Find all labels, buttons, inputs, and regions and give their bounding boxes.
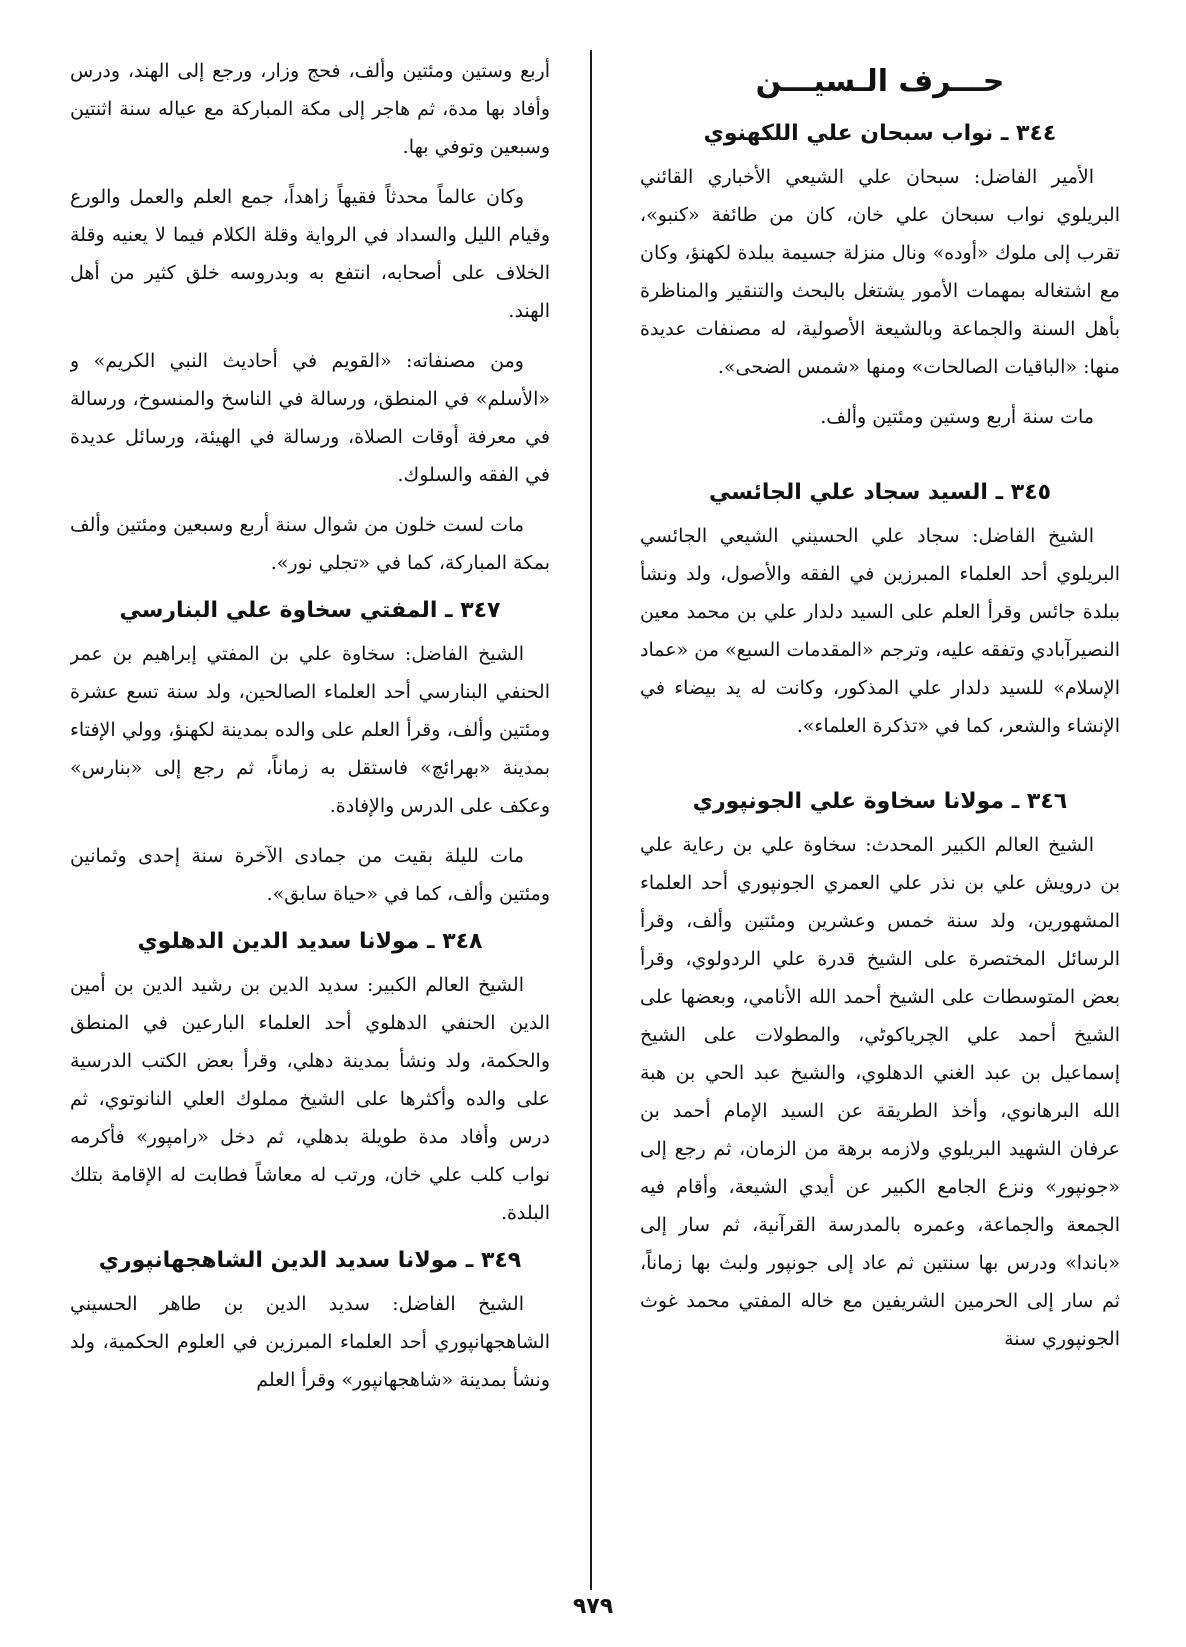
entry-paragraph: الشيخ العالم الكبير: سديد الدين بن رشيد الدين بن أمين الدين الحنفي الدهلوي أحد العلماء البارعين في المنطق والحكمة، ولد ونشأ بمدينة دهلي، وقرأ بعض الكتب الدرسية على والده وأكثرها على الشيخ مملوك العلي النانوتوي، ثم درس وأفاد مدة طويلة بدهلي، ثم دخل «رامپور» فأكرمه نواب كلب علي خان، ورتب له معاشاً فطابت له الإقامة بتلك البلدة. [70, 974, 550, 1224]
entry-paragraph: الشيخ الفاضل: سخاوة علي بن المفتي إبراهيم بن عمر الحنفي البنارسي أحد العلماء الصالحين، ولد سنة تسع عشرة ومئتين وألف، وقرأ العلم على والده بمدينة لكهنؤ، وولي الإفتاء بمدينة «بهرائچ» فاستقل به زماناً، ثم رجع إلى «بنارس» وعكف على الدرس والإفادة. [70, 643, 550, 817]
entry-paragraph: الشيخ العالم الكبير المحدث: سخاوة علي بن رعاية علي بن درويش علي بن نذر علي العمري الجونپوري أحد العلماء المشهورين، ولد سنة خمس وعشرين ومئتين وألف، وقرأ الرسائل المختصرة على الشيخ قدرة علي الردولوي، وقرأ بعض المتوسطات على الشيخ أحمد الله الأنامي، وبعضها على الشيخ أحمد علي الچرياكوٹي، والمطولات على الشيخ إسماعيل بن عبد الغني الدهلوي، والشيخ عبد الحي بن هبة الله البرهانوي، وأخذ الطريقة عن السيد الإمام أحمد بن عرفان الشهيد البريلوي ولازمه برهة من الزمان، ثم رجع إلى «جونپور» ونزع الجامع الكبير عن أيدي الشيعة، وأقام فيه الجمعة والجماعة، وعمره بالمدرسة القرآنية، ثم سار إلى «باندا» ودرس بها سنتين ثم عاد إلى جونپور ولبث بها زماناً، ثم سار إلى الحرمين الشريفين مع خاله المفتي محمد غوث الجونپوري سنة [640, 834, 1120, 1350]
entry-345 [640, 480, 1120, 745]
entry-paragraph: الشيخ الفاضل: سجاد علي الحسيني الشيعي الجائسي البريلوي أحد العلماء المبرزين في الفقه والأصول، ولد ونشأ ببلدة جائس وقرأ العلم على السيد دلدار علي بن محمد معين النصيرآبادي وتفقه عليه، وترجم «المقدمات السبع» من «عماد الإسلام» للسيد دلدار علي المذكور، وكانت له يد بيضاء في الإنشاء والشعر، كما في «تذكرة العلماء». [640, 525, 1120, 737]
entry-paragraph: وكان عالماً محدثاً فقيهاً زاهداً، جمع العلم والعمل والورع وقيام الليل والسداد في الرواية وقلة الكلام فيما لا يعنيه وقلة الخلاف على أصحابه، انتفع به وبدروسه خلق كثير من أهل الهند. [70, 186, 550, 322]
entry-title: ٣٤٩ ـ مولانا سديد الدين الشاهجهانپوري [98, 1248, 522, 1273]
page-number: ٩٧٩ [572, 1594, 614, 1619]
entry-title: ٣٤٥ ـ السيد سجاد علي الجائسي [708, 480, 1052, 505]
entry-title: ٣٤٦ ـ مولانا سخاوة علي الجونپوري [692, 789, 1068, 814]
entry-349 [70, 1248, 550, 1399]
entry-paragraph: أربع وستين ومئتين وألف، فحج وزار، ورجع إلى الهند، ودرس وأفاد بها مدة، ثم هاجر إلى مكة المباركة مع عياله سنة اثنتين وسبعين وتوفي بها. [70, 60, 550, 158]
entry-344 [640, 121, 1120, 436]
entry-paragraph: ومن مصنفاته: «القويم في أحاديث النبي الكريم» و «الأسلم» في المنطق، ورسالة في الناسخ والمنسوخ، ورسالة في معرفة أوقات الصلاة، ورسالة في الهيئة، ورسائل عديدة في الفقه والسلوك. [70, 350, 550, 486]
letter-header: حـــرف الـسيـــن [755, 64, 1005, 99]
entry-paragraph: الأمير الفاضل: سبحان علي الشيعي الأخباري القائني البريلوي نواب سبحان علي خان، كان من طائفة «كنبو»، تقرب إلى ملوك «أوده» ونال منزلة جسيمة ببلدة لكهنؤ، وكان مع اشتغاله بمهمات الأمور يشتغل بالبحث والتنقير والمناظرة بأهل السنة والجماعة وبالشيعة الأصولية، له مصنفات عديدة منها: «الباقيات الصالحات» ومنها «شمس الضحى». [640, 166, 1120, 378]
entry-title: ٣٤٨ ـ مولانا سديد الدين الدهلوي [137, 929, 483, 954]
entry-346 [640, 789, 1120, 1358]
entry-346-continued [70, 52, 550, 582]
entry-348 [70, 929, 550, 1232]
entry-paragraph: مات سنة أربع وستين ومئتين وألف. [820, 406, 1094, 428]
entry-paragraph: مات لست خلون من شوال سنة أربع وسبعين ومئتين وألف بمكة المباركة، كما في «تجلي نور». [70, 514, 550, 574]
entry-347 [70, 598, 550, 913]
entry-paragraph: الشيخ الفاضل: سديد الدين بن طاهر الحسيني الشاهجهانپوري أحد العلماء المبرزين في العلوم الحكمية، ولد ونشأ بمدينة «شاهجهانپور» وقرأ العلم [70, 1293, 550, 1391]
entry-paragraph: مات لليلة بقيت من جمادى الآخرة سنة إحدى وثمانين ومئتين وألف، كما في «حياة سابق». [70, 845, 550, 905]
entry-title: ٣٤٤ ـ نواب سبحان علي اللكهنوي [703, 121, 1057, 146]
entry-title: ٣٤٧ ـ المفتي سخاوة علي البنارسي [119, 598, 501, 623]
column-divider [590, 50, 592, 1590]
left-column [70, 52, 550, 1582]
right-column [640, 52, 1120, 1582]
